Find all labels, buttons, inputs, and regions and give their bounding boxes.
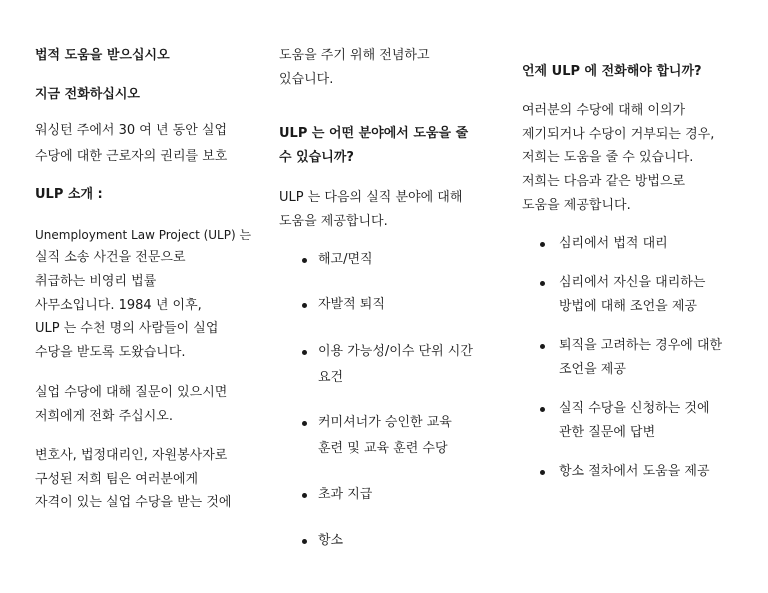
bullet-icon — [540, 407, 545, 412]
when-line: 도움을 제공합니다. — [522, 198, 631, 213]
about-line: Unemployment Law Project (ULP) 는 — [35, 228, 252, 242]
areas-intro-line: 도움을 제공합니다. — [279, 214, 388, 229]
team-line: 구성된 저희 팀은 여러분에게 — [35, 472, 199, 487]
bullet-icon — [540, 242, 545, 247]
about-line: ULP 는 수천 명의 사람들이 실업 — [35, 321, 219, 336]
call-line: 실업 수당에 대해 질문이 있으시면 — [35, 385, 228, 400]
areas-intro-line: ULP 는 다음의 실직 분야에 대해 — [279, 190, 463, 205]
when-line: 제기되거나 수당이 거부되는 경우, — [522, 127, 715, 142]
bullet-icon — [540, 470, 545, 475]
intro-line: 수당에 대한 근로자의 권리를 보호 — [35, 149, 228, 164]
heading-call-now: 지금 전화하십시오 — [35, 87, 140, 102]
intro-line: 워싱턴 주에서 30 여 년 동안 실업 — [35, 123, 228, 138]
about-line: 수당을 받도록 도왔습니다. — [35, 345, 186, 360]
call-line: 저희에게 전화 주십시오. — [35, 409, 173, 424]
brochure-page: 법적 도움을 받으십시오 지금 전화하십시오 워싱턴 주에서 30 여 년 동안 실업 수당에 대한 근로자의 권리를 보호 ULP 소개 : Unemployment Law Project (ULP) 는 실직 소송 사건을 전문으로 취급하는 비영리 법률 사무소입니다. 1984 년 이후, ULP 는 수천 명의 사람들이 실업 수당을 받도록 도왔습니다. 실업 수당에 대해 질문이 있으시면 저희에게 전화 주십시오. 변호사, 법정대리인, 자원봉사자로 구성된 저희 팀은 여러분에게 자격이 있는 실업 수당을 받는 것에 도움을 주기 위해 전념하고 있습니다. ULP 는 어떤 분야에서 도움을 줄 수 있습니까? ULP 는 다음의 실직 분야에 대해 도움을 제공합니다. 해고/면직 자발적 퇴직 이용 가능성/이수 단위 시간 요건 커미셔너가 승인한 교육 훈련 및 교육 훈련 수당 초과 지급 항소 언제 ULP 에 전화해야 합니까? 여러분의 수당에 대해 이의가 제기되거나 수당이 거부되는 경우, 저희는 도움을 줄 수 있습니다. 저희는 다음과 같은 방법으로 도움을 제공합니다. 심리에서 법적 대리 심리에서 자신을 대리하는 방법에 대해 조언을 제공 퇴직을 고려하는 경우에 대한 조언을 제공 실직 수당을 신청하는 것에 관한 질문에 답변 항소 절차에서 도움을 제공 — [0, 0, 768, 593]
heading-about-ulp: ULP 소개 : — [35, 187, 103, 202]
heading-when-to-call: 언제 ULP 에 전화해야 합니까? — [522, 64, 702, 79]
heading-areas: ULP 는 어떤 분야에서 도움을 줄 — [279, 126, 469, 141]
bullet-icon — [302, 258, 307, 263]
about-line: 사무소입니다. 1984 년 이후, — [35, 298, 202, 313]
bullet-icon — [540, 281, 545, 286]
about-line: 실직 소송 사건을 전문으로 — [35, 250, 186, 265]
team-line: 변호사, 법정대리인, 자원봉사자로 — [35, 448, 228, 463]
heading-areas: 수 있습니까? — [279, 150, 354, 165]
heading-get-legal-help: 법적 도움을 받으십시오 — [35, 48, 170, 63]
bullet-icon — [302, 493, 307, 498]
team-line: 자격이 있는 실업 수당을 받는 것에 — [35, 495, 232, 510]
when-line: 저희는 다음과 같은 방법으로 — [522, 174, 686, 189]
bullet-icon — [302, 303, 307, 308]
continued-line: 도움을 주기 위해 전념하고 — [279, 48, 430, 63]
about-line: 취급하는 비영리 법률 — [35, 274, 157, 289]
bullet-icon — [302, 421, 307, 426]
bullet-icon — [302, 539, 307, 544]
continued-line: 있습니다. — [279, 72, 334, 87]
bullet-icon — [540, 344, 545, 349]
when-line: 여러분의 수당에 대해 이의가 — [522, 103, 686, 118]
bullet-icon — [302, 350, 307, 355]
when-line: 저희는 도움을 줄 수 있습니다. — [522, 150, 694, 165]
